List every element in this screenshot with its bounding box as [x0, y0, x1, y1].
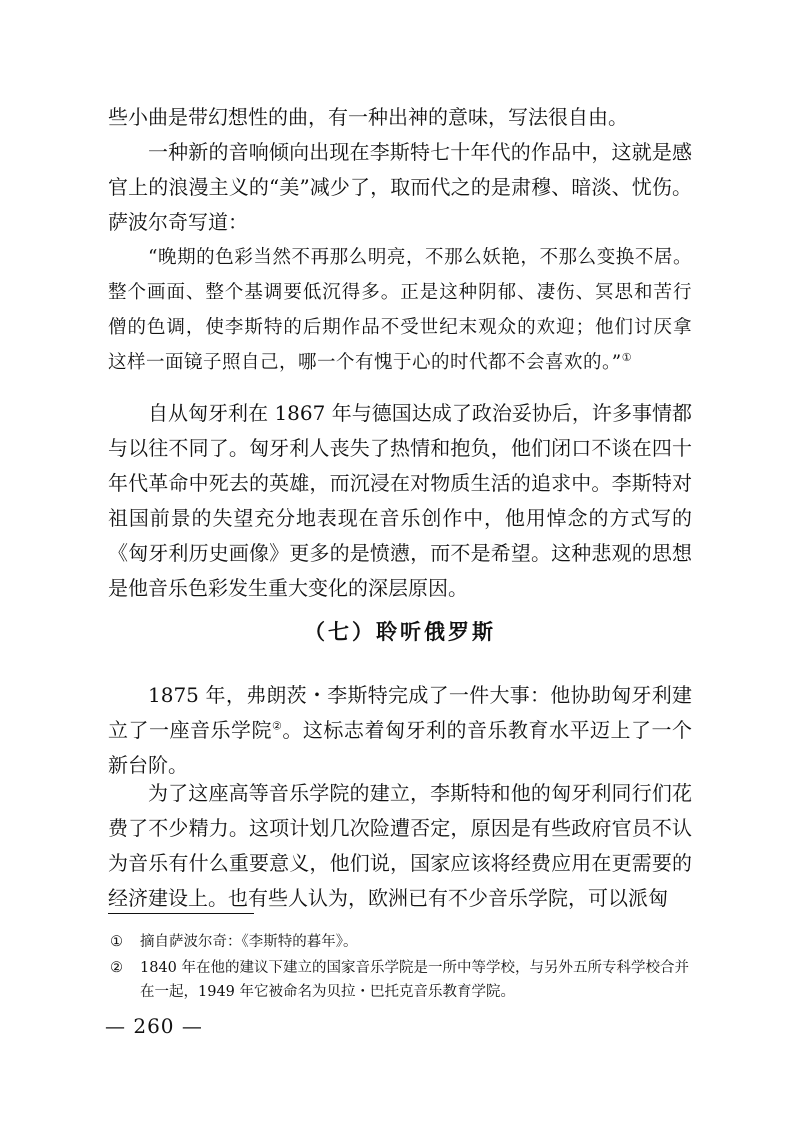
section-heading: （七）聆听俄罗斯	[304, 619, 496, 644]
paragraph-academy-effort: 为了这座高等音乐学院的建立，李斯特和他的匈牙利同行们花费了不少精力。这项计划几次险遭否定，原因是有些政府官员不认为音乐有什么重要意义，他们说，国家应该将经费应用在更需要的经济建设上。也有些人认为，欧洲已有不少音乐学院，可以派匈	[108, 781, 692, 910]
paragraph-continuation: 些小曲是带幻想性的曲，有一种出神的意味，写法很自由。	[108, 105, 628, 129]
footnote-mark-1: ①	[110, 934, 123, 950]
footnote-ref-2[interactable]: ②	[272, 719, 283, 733]
footnote-1	[110, 930, 700, 954]
page-number: — 260 —	[105, 1014, 203, 1038]
footnote-text-2: 1840 年在他的建议下建立的国家音乐学院是一所中等学校，与另外五所专科学校合并在一起，1949 年它被命名为贝拉・巴托克音乐教育学院。	[140, 960, 690, 1000]
paragraph-hungary-1867: 自从匈牙利在 1867 年与德国达成了政治妥协后，许多事情都与以往不同了。匈牙利人丧失了热情和抱负，他们闭口不谈在四十年代革命中死去的英雄，而沉浸在对物质生活的追求中。李斯特对祖国前景的失望充分地表现在音乐创作中，他用悼念的方式写的《匈牙利历史画像》更多的是愤懑，而不是希望。这种悲观的思想是他音乐色彩发生重大变化的深层原因。	[108, 401, 692, 600]
footnote-mark-2: ②	[110, 960, 123, 976]
footnote-ref-1[interactable]: ①	[621, 350, 633, 364]
footnote-2	[110, 956, 700, 1004]
quotation-szabolcsi	[108, 240, 692, 380]
footnote-divider	[108, 913, 254, 914]
quotation-text: “晚期的色彩当然不再那么明亮，不那么妖艳，不那么变换不居。整个画面、整个基调要低沉得多。正是这种阴郁、凄伤、冥思和苦行僧的色调，使李斯特的后期作品不受世纪末观众的欢迎；他们讨厌拿这样一面镜子照自己，哪一个有愧于心的时代都不会喜欢的。”	[108, 247, 692, 373]
paragraph-1875-academy	[108, 678, 692, 783]
footnote-text-1: 摘自萨波尔奇：《李斯特的暮年》。	[140, 934, 358, 950]
paragraph-new-sound: 一种新的音响倾向出现在李斯特七十年代的作品中，这就是感官上的浪漫主义的“美”减少了，取而代之的是肃穆、暗淡、忧伤。萨波尔奇写道：	[108, 140, 692, 234]
paragraph-text-part1: 1875 年，弗朗茨・李斯特完成了一件大事：他协助匈牙利建立了一座音乐学院	[108, 683, 692, 742]
paragraph-text-part2: 。这标志着匈牙利的音乐教育水平迈上了一个新台阶。	[108, 718, 693, 777]
